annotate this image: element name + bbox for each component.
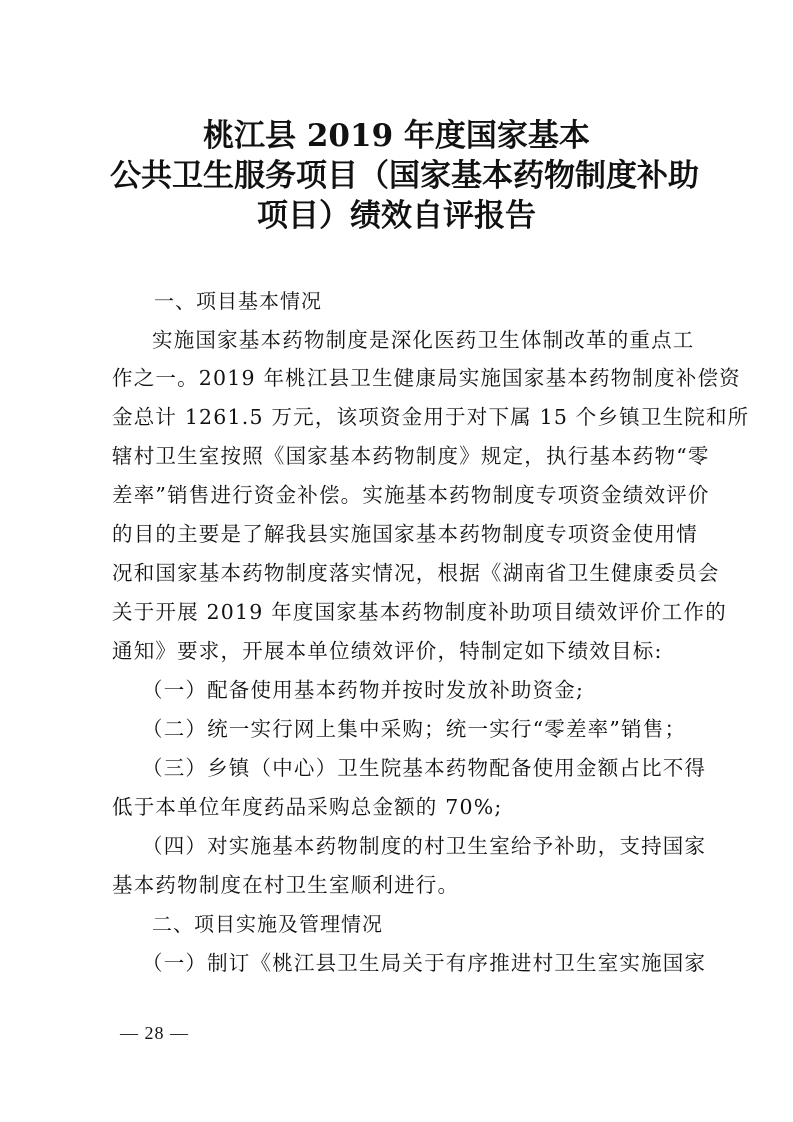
list-item: （二）统一实行网上集中采购；统一实行“零差率”销售； xyxy=(142,717,687,741)
list-item: （一）配备使用基本药物并按时发放补助资金; xyxy=(142,678,585,702)
paragraph-line: 关于开展 2019 年度国家基本药物制度补助项目绩效评价工作的 xyxy=(112,600,727,624)
section-heading-2: 二、项目实施及管理情况 xyxy=(152,912,383,936)
section-heading-1: 一、项目基本情况 xyxy=(154,289,322,313)
list-item: （一）制订《桃江县卫生局关于有序推进村卫生室实施国家 xyxy=(142,951,707,975)
title-line-2: 公共卫生服务项目（国家基本药物制度补助 xyxy=(110,158,699,194)
paragraph-line: 作之一。2019 年桃江县卫生健康局实施国家基本药物制度补偿资 xyxy=(112,366,741,390)
paragraph-line: 低于本单位年度药品采购总金额的 70%; xyxy=(112,795,503,819)
paragraph-line: 金总计 1261.5 万元，该项资金用于对下属 15 个乡镇卫生院和所 xyxy=(112,405,750,429)
list-item: （四）对实施基本药物制度的村卫生室给予补助，支持国家 xyxy=(142,834,707,858)
paragraph-line: 实施国家基本药物制度是深化医药卫生体制改革的重点工 xyxy=(152,328,695,352)
list-item: （三）乡镇（中心）卫生院基本药物配备使用金额占比不得 xyxy=(142,756,707,780)
paragraph-line: 辖村卫生室按照《国家基本药物制度》规定，执行基本药物“零 xyxy=(112,444,710,468)
paragraph-line: 基本药物制度在村卫生室顺利进行。 xyxy=(112,873,460,897)
document-title xyxy=(110,116,699,236)
title-line-1: 桃江县 2019 年度国家基本 xyxy=(203,118,590,154)
paragraph-line: 通知》要求，开展本单位绩效评价，特制定如下绩效目标: xyxy=(112,639,663,663)
title-line-3: 项目）绩效自评报告 xyxy=(257,198,536,234)
paragraph-line: 差率”销售进行资金补偿。实施基本药物制度专项资金绩效评价 xyxy=(112,483,710,507)
paragraph-line: 况和国家基本药物制度落实情况，根据《湖南省卫生健康委员会 xyxy=(112,561,720,585)
paragraph-line: 的目的主要是了解我县实施国家基本药物制度专项资金使用情 xyxy=(112,522,698,546)
page-number: — 28 — xyxy=(120,1023,189,1043)
